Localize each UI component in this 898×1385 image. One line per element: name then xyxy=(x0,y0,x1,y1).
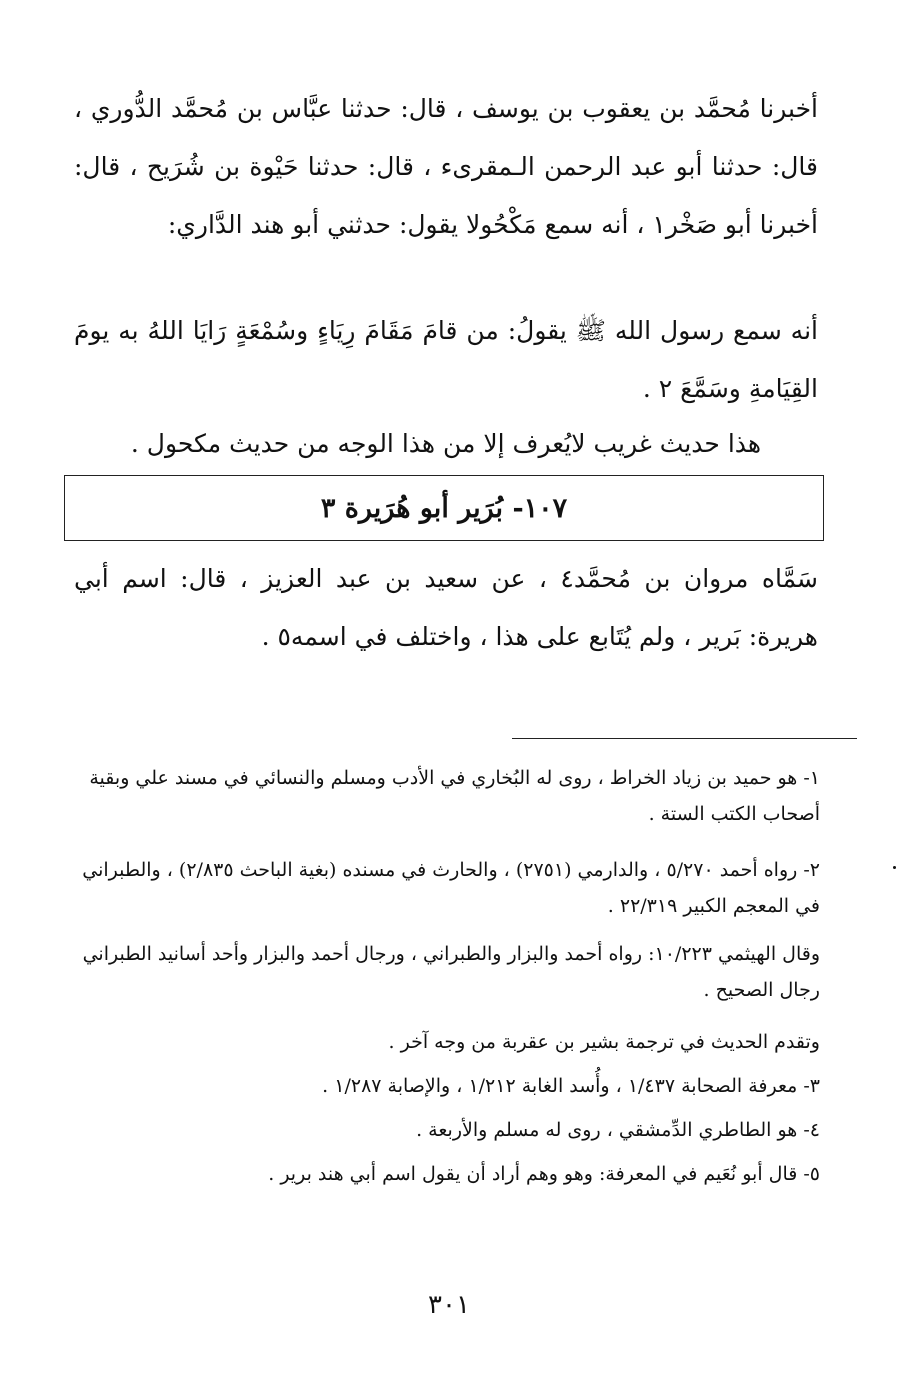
footnote-4: ٤- هو الطاطري الدِّمشقي ، روى له مسلم والأربعة . xyxy=(416,1119,820,1141)
footnote-2: ٢- رواه أحمد ٥/٢٧٠ ، والدارمي (٢٧٥١) ، والحارث في مسنده (بغية الباحث ٢/٨٣٥) ، والطبراني في المعجم الكبير ٢٢/٣١٩ . xyxy=(82,859,820,917)
footnote-5: ٥- قال أبو نُعَيم في المعرفة: وهو وهم أراد أن يقول اسم أبي هند برير . xyxy=(268,1163,820,1185)
hadith-text-paragraph: أنه سمع رسول الله ﷺ يقولُ: من قامَ مَقَامَ رِيَاءٍ وسُمْعَةٍ رَايَا اللهُ به يومَ القِيَامةِ وسَمَّعَ ٢ . xyxy=(74,316,818,403)
scan-speck xyxy=(893,866,896,869)
entry-heading: ١٠٧- بُرَير أبو هُرَيرة ٣ xyxy=(320,492,568,524)
hadith-isnad-paragraph: أخبرنا مُحمَّد بن يعقوب بن يوسف ، قال: حدثنا عبَّاس بن مُحمَّد الدُّوري ، قال: حدثنا أبو عبد الرحمن الـمقرىء ، قال: حدثنا حَيْوة بن شُرَيح ، قال: أخبرنا أبو صَخْر١ ، أنه سمع مَكْحُولا يقول: حدثني أبو هند الدَّاري: xyxy=(74,94,818,239)
entry-body-paragraph: سَمَّاه مروان بن مُحمَّد٤ ، عن سعيد بن عبد العزيز ، قال: اسم أبي هريرة: بَرير ، ولم يُتَابع على هذا ، واختلف في اسمه٥ . xyxy=(74,564,818,651)
footnote-3: ٣- معرفة الصحابة ١/٤٣٧ ، وأُسد الغابة ١/٢١٢ ، والإصابة ١/٢٨٧ . xyxy=(322,1075,820,1097)
hadith-grading-line: هذا حديث غريب لايُعرف إلا من هذا الوجه من حديث مكحول . xyxy=(130,429,762,458)
footnote-2-continued: وقال الهيثمي ١٠/٢٢٣: رواه أحمد والبزار والطبراني ، ورجال أحمد والبزار وأحد أسانيد الطبراني رجال الصحيح . xyxy=(82,943,820,1001)
footnote-1: ١- هو حميد بن زياد الخراط ، روى له البُخاري في الأدب ومسلم والنسائي في مسند علي وبقية أصحاب الكتب الستة . xyxy=(89,767,820,825)
entry-heading-box xyxy=(64,475,824,541)
footnote-2-note: وتقدم الحديث في ترجمة بشير بن عقربة من وجه آخر . xyxy=(388,1031,820,1053)
page-number: ٣٠١ xyxy=(428,1290,470,1320)
footnote-separator xyxy=(512,738,857,739)
